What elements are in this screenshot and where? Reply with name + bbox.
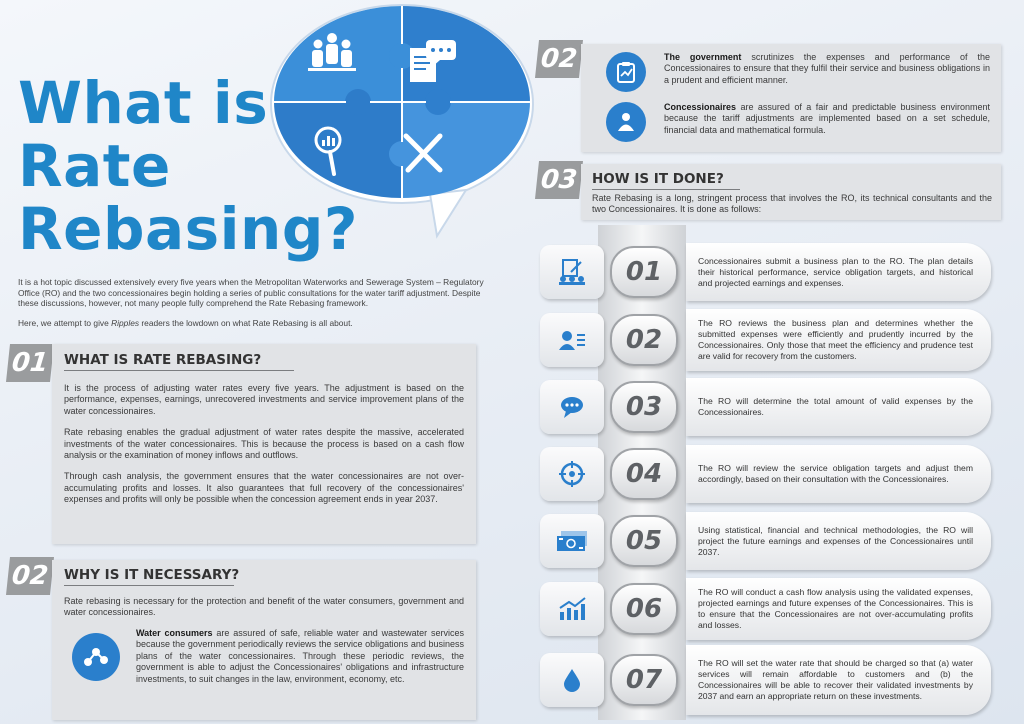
title-line-3: Rebasing? bbox=[18, 195, 359, 263]
government-text: The government scrutinizes the expenses and performance of the Concessionaires to ensure that they fulfil their service and business obligations in a prudent and efficient manner. bbox=[664, 52, 990, 85]
step-description: The RO will set the water rate that should be charged so that (a) water services will remain affordable to customers and (b) the Concessionaires will be able to recover their validated investments by 2037 and earn an appropriate return on these investments. bbox=[686, 645, 991, 715]
growth-chart-icon bbox=[540, 582, 604, 636]
step-description: Concessionaires submit a business plan to the RO. The plan details their historical performance, service obligation targets, and historical and projected earnings and expenses. bbox=[686, 243, 991, 301]
section-1-paragraph-1: It is the process of adjusting water rates every five years. The adjustment is based on the performance, expenses, earnings, unrecovered investments and service improvement plans of the water concessionaires. bbox=[64, 383, 464, 416]
step-description: The RO reviews the business plan and determines whether the submitted expenses were efficiently and prudently incurred by the Concessionaires. Only those that meet the efficiency and prudence test are valid for recovery from the customers. bbox=[686, 309, 991, 371]
step-description: The RO will determine the total amount of valid expenses by the Concessionaires. bbox=[686, 378, 991, 436]
puzzle-piece-bottom-right bbox=[402, 102, 534, 222]
step-description: The RO will review the service obligation targets and adjust them accordingly, based on their consultation with the Concessionaires. bbox=[686, 445, 991, 503]
section-3-intro: Rate Rebasing is a long, stringent process that involves the RO, its technical consultants and the two Concessionaires. It is done as follows: bbox=[592, 193, 992, 215]
intro-paragraph-1: It is a hot topic discussed extensively every five years when the Metropolitan Waterworks and Sewerage System – Regulatory Office (RO) and the two concessionaires begin holding a series of public consultations for the water tariff adjustment. Despite these discussions, however, not many people fully comprehend the Rate Rebasing framework. bbox=[18, 277, 484, 309]
section-2-continued-number: 02 bbox=[535, 40, 583, 78]
intro-text bbox=[18, 277, 503, 337]
section-1-number: 01 bbox=[6, 344, 54, 382]
section-2-intro: Rate rebasing is necessary for the protection and benefit of the water consumers, government and water concessionaires. bbox=[64, 596, 464, 618]
money-icon bbox=[540, 514, 604, 568]
concessionaires-text: Concessionaires are assured of a fair and predictable business environment because the tariff adjustments are implemented based on a set schedule, financial data and mathematical formula. bbox=[664, 102, 990, 135]
step-description: The RO will conduct a cash flow analysis using the validated expenses, projected earnings and future expenses of the Concessionaires. This is to ensure that the Concessionaires are not over-accumulating profits and losses. bbox=[686, 578, 991, 640]
business-plan-icon bbox=[540, 245, 604, 299]
title-line-2: Rate bbox=[18, 132, 171, 200]
section-2-number: 02 bbox=[6, 557, 54, 595]
intro-paragraph-2: Here, we attempt to give Ripples readers the lowdown on what Rate Rebasing is all about. bbox=[18, 317, 353, 328]
chat-icon bbox=[540, 380, 604, 434]
step-number: 01 bbox=[610, 246, 678, 298]
section-1-heading: WHAT IS RATE REBASING? bbox=[64, 352, 294, 371]
step-number: 05 bbox=[610, 515, 678, 567]
government-icon bbox=[606, 52, 646, 92]
concessionaires-icon bbox=[606, 102, 646, 142]
step-number: 03 bbox=[610, 381, 678, 433]
step-number: 02 bbox=[610, 314, 678, 366]
title-line-1: What is bbox=[18, 69, 269, 137]
section-3-heading: HOW IS IT DONE? bbox=[592, 171, 740, 190]
section-1-paragraph-2: Rate rebasing enables the gradual adjustment of water rates despite the massive, accelerated investments of the water concessionaires. This is because the process is based on a cash flow analysis or the examination of money inflows and outflows. bbox=[64, 427, 464, 461]
water-consumers-text: Water consumers are assured of safe, reliable water and wastewater services because the government periodically reviews the service obligations and business plans of the water concessionaires. Through these periodic reviews, the government is able to adjust the Concessionaires' obligations and infrastructure investments, to suit changes in the law, environment, economy, etc. bbox=[136, 628, 464, 684]
step-number: 07 bbox=[610, 654, 678, 706]
puzzle-bubble-illustration bbox=[262, 4, 534, 240]
section-2-heading: WHY IS IT NECESSARY? bbox=[64, 567, 234, 586]
section-3-number: 03 bbox=[535, 161, 583, 199]
reviewer-icon bbox=[540, 313, 604, 367]
step-number: 06 bbox=[610, 583, 678, 635]
step-description: Using statistical, financial and technical methodologies, the RO will project the future earnings and expenses of the Concessionaires until 2037. bbox=[686, 512, 991, 570]
water-consumers-icon bbox=[72, 633, 120, 681]
section-1-paragraph-3: Through cash analysis, the government ensures that the water concessionaires are not over-accumulating profits and losses. It also guarantees that full recovery of the concessionaires' expenses and profits will only be possible when the concession agreement ends in year 2037. bbox=[64, 471, 464, 505]
water-drop-icon bbox=[540, 653, 604, 707]
step-number: 04 bbox=[610, 448, 678, 500]
section-1-body bbox=[64, 383, 464, 516]
target-icon bbox=[540, 447, 604, 501]
